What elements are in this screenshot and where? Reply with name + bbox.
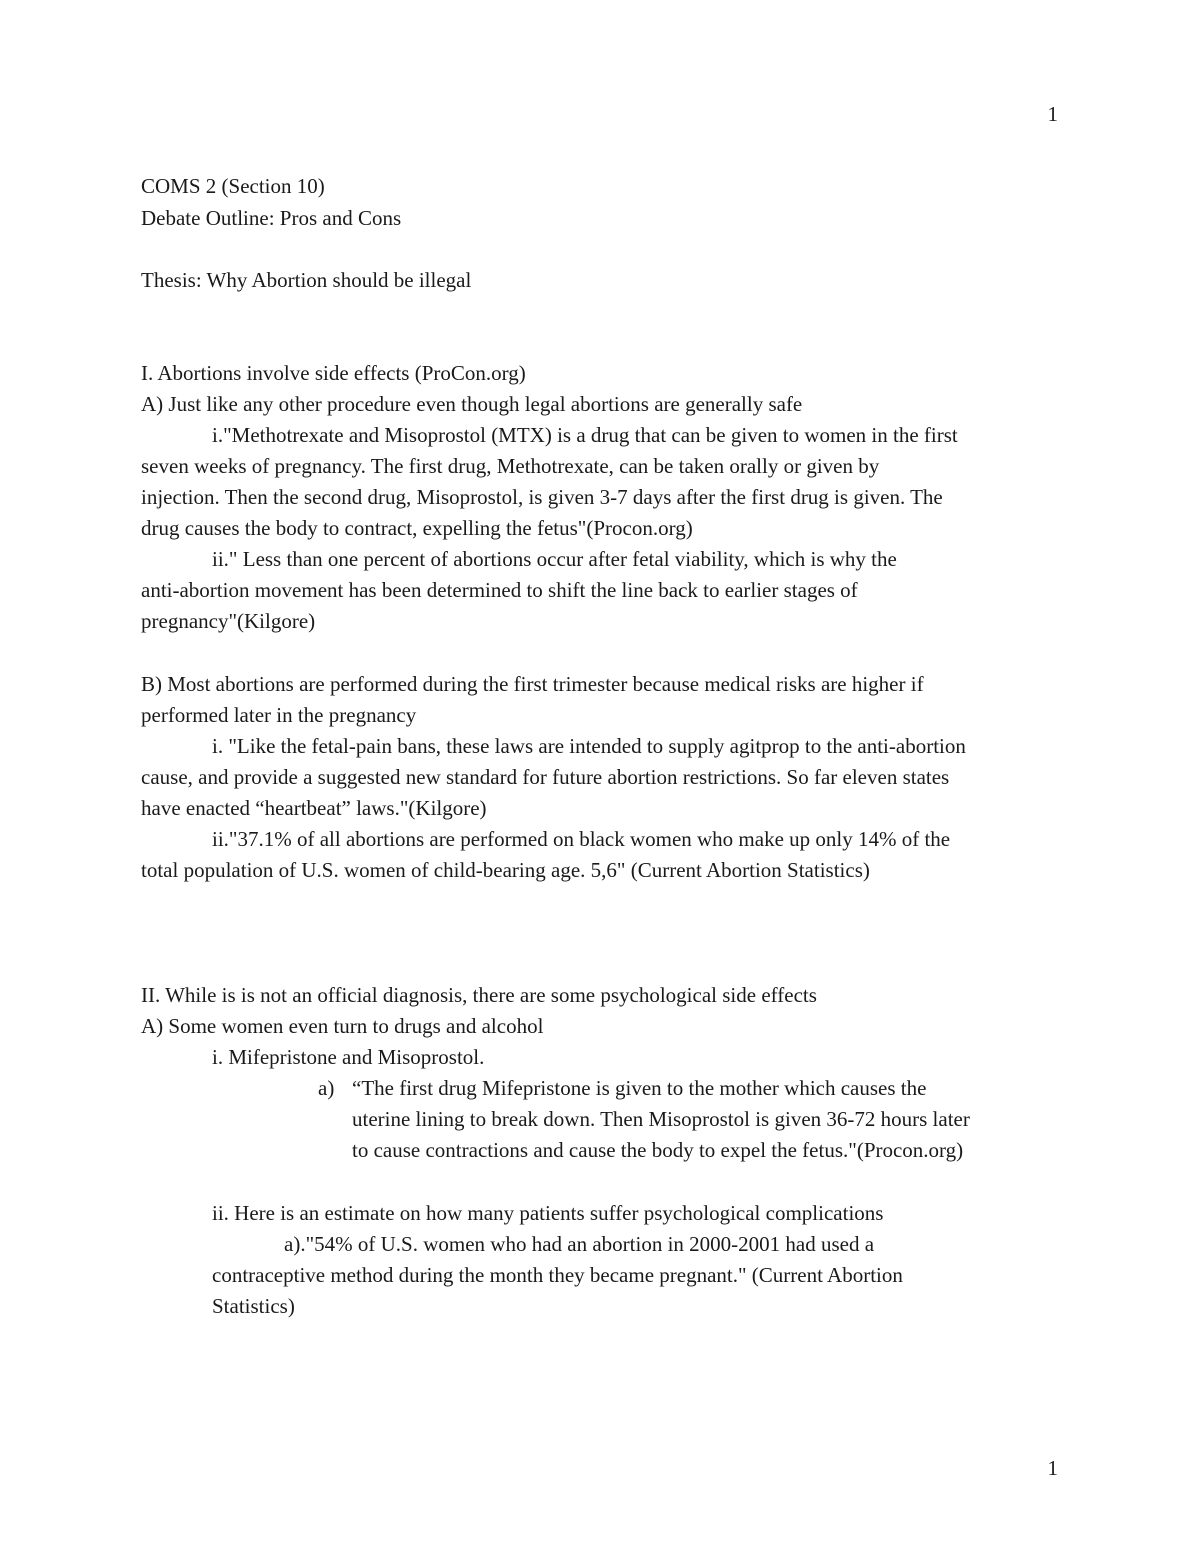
section-1-a-ii-line-2: anti-abortion movement has been determined to shift the line back to earlier stages of [141,578,858,602]
section-1-b-i-line-2: cause, and provide a suggested new standard for future abortion restrictions. So far eleven states [141,765,950,789]
thesis-line: Thesis: Why Abortion should be illegal [141,268,472,292]
section-2-point-a: A) Some women even turn to drugs and alcohol [141,1014,544,1038]
section-2-a-i-a-line-2: uterine lining to break down. Then Misoprostol is given 36-72 hours later [352,1107,970,1131]
section-1-point-a: A) Just like any other procedure even though legal abortions are generally safe [141,392,803,416]
section-2-heading: II. While is is not an official diagnosis, there are some psychological side effects [141,983,817,1007]
section-1-b-ii-line-1: ii."37.1% of all abortions are performed on black women who make up only 14% of the [212,827,951,851]
section-1-b-i-line-1: i. "Like the fetal-pain bans, these laws are intended to supply agitprop to the anti-abortion [212,734,966,758]
section-2-a-ii-a-line-3: Statistics) [212,1294,295,1318]
section-2-a-i: i. Mifepristone and Misoprostol. [212,1045,485,1069]
section-1-a-i-line-1: i."Methotrexate and Misoprostol (MTX) is a drug that can be given to women in the first [212,423,958,447]
course-line: COMS 2 (Section 10) [141,174,325,198]
section-1-b-ii-line-2: total population of U.S. women of child-bearing age. 5,6" (Current Abortion Statistics) [141,858,870,882]
section-2-a-i-a-line-3: to cause contractions and cause the body to expel the fetus."(Procon.org) [352,1138,964,1162]
section-1-a-ii-line-3: pregnancy"(Kilgore) [141,609,316,633]
section-2-a-ii: ii. Here is an estimate on how many patients suffer psychological complications [212,1201,884,1225]
section-1-b-i-line-3: have enacted “heartbeat” laws."(Kilgore) [141,796,487,820]
page-number-top: 1 [1047,102,1058,126]
section-2-a-i-a-marker: a) [318,1076,335,1100]
document-title: Debate Outline: Pros and Cons [141,206,402,230]
section-1-point-b-line-1: B) Most abortions are performed during the first trimester because medical risks are higher if [141,672,924,696]
section-2-a-i-a-line-1: “The first drug Mifepristone is given to the mother which causes the [352,1076,927,1100]
section-1-a-i-line-2: seven weeks of pregnancy. The first drug, Methotrexate, can be taken orally or given by [141,454,880,478]
section-1-point-b-line-2: performed later in the pregnancy [141,703,417,727]
section-1-a-ii-line-1: ii." Less than one percent of abortions occur after fetal viability, which is why the [212,547,897,571]
page-number-bottom: 1 [1047,1456,1058,1480]
section-2-a-ii-a-line-2: contraceptive method during the month they became pregnant." (Current Abortion [212,1263,903,1287]
section-1-heading: I. Abortions involve side effects (ProCon.org) [141,361,526,385]
section-1-a-i-line-4: drug causes the body to contract, expelling the fetus"(Procon.org) [141,516,693,540]
section-2-a-ii-a-line-1: a)."54% of U.S. women who had an abortion in 2000-2001 had used a [284,1232,875,1256]
section-1-a-i-line-3: injection. Then the second drug, Misoprostol, is given 3-7 days after the first drug is given. The [141,485,943,509]
